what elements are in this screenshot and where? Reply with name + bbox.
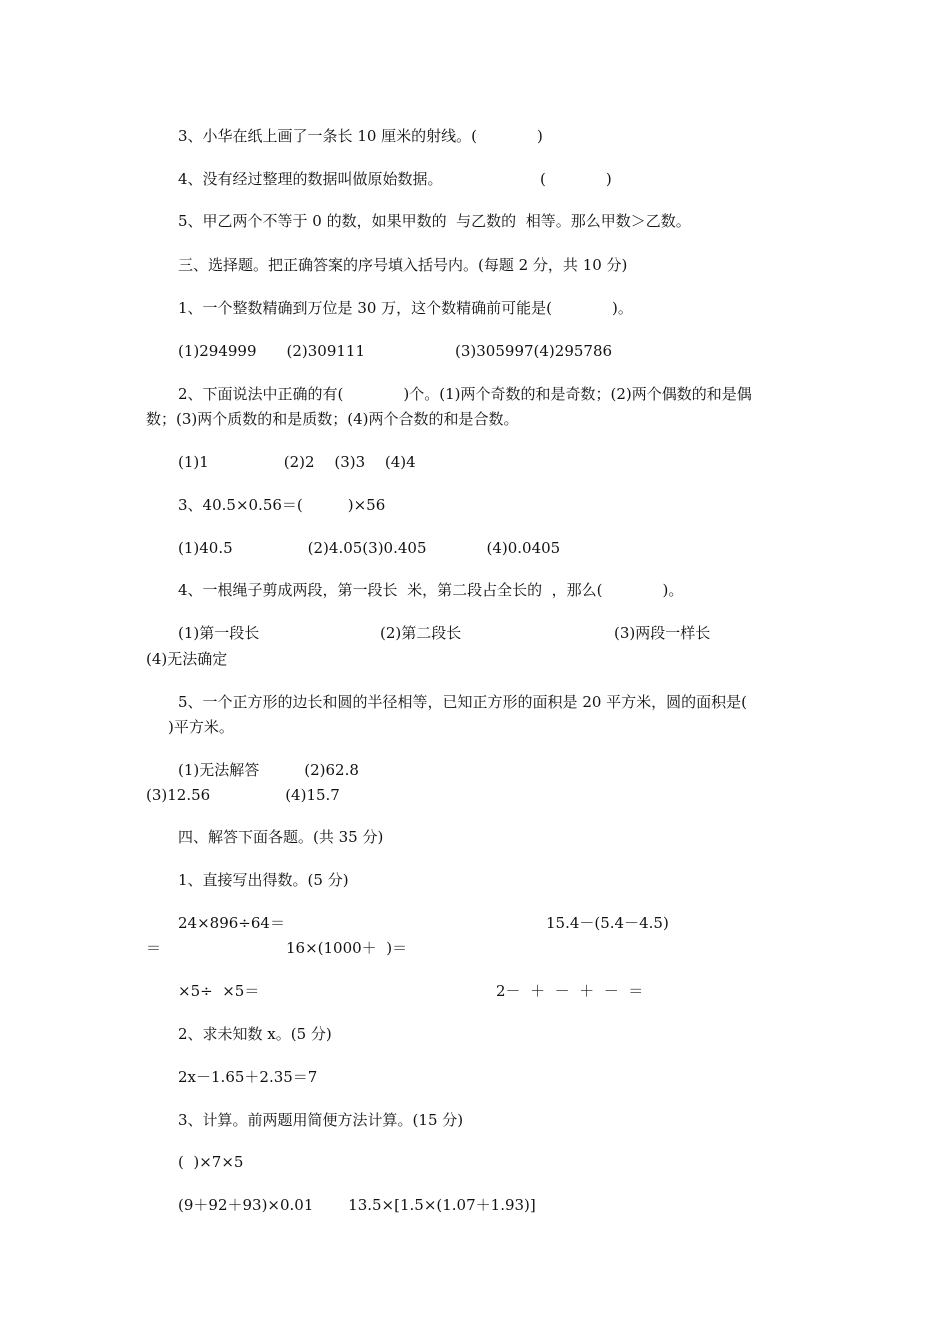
choice-q3: 3、40.5×0.56＝( )×56: [178, 496, 386, 514]
solve-q3-title: 3、计算。前两题用简便方法计算。(15 分): [178, 1111, 464, 1129]
judge-item-4: 4、没有经过整理的数据叫做原始数据。 ( ): [178, 170, 612, 188]
choice-q5: 5、一个正方形的边长和圆的半径相等，已知正方形的面积是 20 平方米，圆的面积是(: [178, 693, 748, 711]
solve-q3-expr-1: ( )×7×5: [178, 1153, 244, 1171]
choice-q1: 1、一个整数精确到万位是 30 万，这个数精确前可能是( )。: [178, 299, 633, 317]
choice-q1-options: (1)294999 (2)309111 (3)305997(4)295786: [178, 342, 613, 360]
solve-q1-expr-2: 15.4－(5.4－4.5): [546, 914, 669, 932]
section-3-heading: 三、选择题。把正确答案的序号填入括号内。(每题 2 分，共 10 分): [178, 256, 628, 274]
section-4-heading: 四、解答下面各题。(共 35 分): [178, 828, 384, 846]
solve-q1-expr-5: 2－ ＋ － ＋ － ＝: [496, 982, 644, 1000]
choice-q5-options-b: (3)12.56 (4)15.7: [146, 786, 340, 804]
choice-q4-option-4: (4)无法确定: [146, 650, 228, 668]
solve-q1-expr-3: 16×(1000＋ )＝: [286, 939, 408, 957]
choice-q2: 2、下面说法中正确的有( )个。(1)两个奇数的和是奇数；(2)两个偶数的和是偶: [178, 385, 752, 403]
solve-q1-expr-4: ×5÷ ×5＝: [178, 982, 260, 1000]
judge-item-3: 3、小华在纸上画了一条长 10 厘米的射线。( ): [178, 127, 543, 145]
choice-q2-cont: 数；(3)两个质数的和是质数；(4)两个合数的和是合数。: [146, 410, 519, 428]
choice-q5-cont: )平方米。: [168, 718, 234, 736]
choice-q4: 4、一根绳子剪成两段，第一段长 米，第二段占全长的 ，那么( )。: [178, 581, 684, 599]
solve-q1-expr-2-equals: ＝: [146, 939, 162, 957]
solve-q3-expr-2: (9＋92＋93)×0.01 13.5×[1.5×(1.07＋1.93)]: [178, 1196, 536, 1214]
choice-q4-option-2: (2)第二段长: [380, 624, 462, 642]
choice-q5-options-a: (1)无法解答 (2)62.8: [178, 761, 359, 779]
judge-item-5: 5、甲乙两个不等于 0 的数，如果甲数的 与乙数的 相等。那么甲数＞乙数。: [178, 212, 691, 230]
solve-q1-expr-1: 24×896÷64＝: [178, 914, 285, 932]
solve-q1-title: 1、直接写出得数。(5 分): [178, 871, 349, 889]
choice-q4-option-1: (1)第一段长: [178, 624, 260, 642]
choice-q4-option-3: (3)两段一样长: [614, 624, 711, 642]
solve-q2-equation: 2x－1.65＋2.35＝7: [178, 1068, 318, 1086]
choice-q2-options: (1)1 (2)2 (3)3 (4)4: [178, 453, 416, 471]
solve-q2-title: 2、求未知数 x。(5 分): [178, 1025, 332, 1043]
choice-q3-options: (1)40.5 (2)4.05(3)0.405 (4)0.0405: [178, 539, 561, 557]
